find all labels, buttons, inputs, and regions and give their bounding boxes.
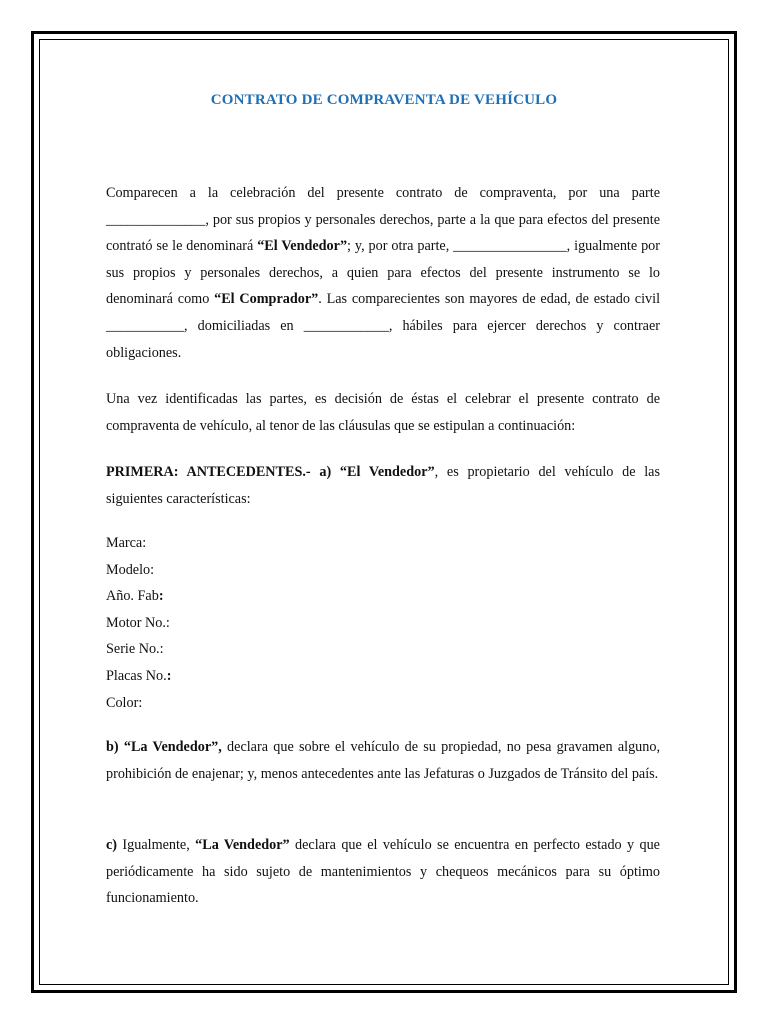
p5-label: c) xyxy=(106,837,118,853)
p5-vendedor: “La Vendedor” xyxy=(195,837,290,853)
vehicle-fields-list xyxy=(106,530,171,716)
field-serie: Serie No.: xyxy=(106,641,164,658)
paragraph-b-gravamen xyxy=(106,734,660,787)
paragraph-comparecen xyxy=(106,180,660,366)
field-color: Color: xyxy=(106,694,143,711)
p1-comprador: “El Comprador” xyxy=(214,291,319,308)
paragraph-primera xyxy=(106,459,660,512)
field-anio-fab: Año. Fab: xyxy=(106,588,164,605)
p1-text-2: ; y, por otra parte, ________________, igualmente por sus propios y personales derechos, a quien para efectos del presente instrumento se lo denominará como xyxy=(106,238,660,308)
p1-vendedor: “El Vendedor” xyxy=(257,238,348,255)
p5-text-1: Igualmente, xyxy=(117,837,196,853)
p4-text: declara que sobre el vehículo de su propiedad, no pesa gravamen alguno, prohibición de enajenar; y, menos antecedentes ante las Jefaturas o Juzgados de Tránsito del país. xyxy=(106,739,660,782)
p5-text-2: declara que el vehículo se encuentra en perfecto estado y que periódicamente ha sido sujeto de mantenimientos y chequeos mecánicos para su óptimo funcionamiento. xyxy=(106,837,660,907)
field-motor: Motor No.: xyxy=(106,614,170,631)
field-placas: Placas No.: xyxy=(106,667,172,684)
p3-text: , es propietario del vehículo de las siguientes características: xyxy=(106,464,660,507)
paragraph-identificadas: Una vez identificadas las partes, es decisión de éstas el celebrar el presente contrato de compraventa de vehículo, al tenor de las cláusulas que se estipulan a continuación: xyxy=(106,391,660,434)
p4-heading: b) “La Vendedor”, xyxy=(106,739,222,755)
field-modelo: Modelo: xyxy=(106,561,155,578)
document-title: CONTRATO DE COMPRAVENTA DE VEHÍCULO xyxy=(210,92,558,108)
field-marca: Marca: xyxy=(106,535,147,551)
p1-text-3: . Las comparecientes son mayores de edad, de estado civil ___________, domiciliadas en ____________, hábiles para ejercer derechos y contraer obligaciones. xyxy=(106,291,661,361)
p3-heading: PRIMERA: ANTECEDENTES.- a) “El Vendedor” xyxy=(106,464,435,480)
p1-text-1: Comparecen a la celebración del presente contrato de compraventa, por una parte ______________, por sus propios y personales derechos, parte a la que para efectos del presente contrató se le denominará xyxy=(106,185,660,255)
paragraph-c-estado xyxy=(106,832,660,912)
